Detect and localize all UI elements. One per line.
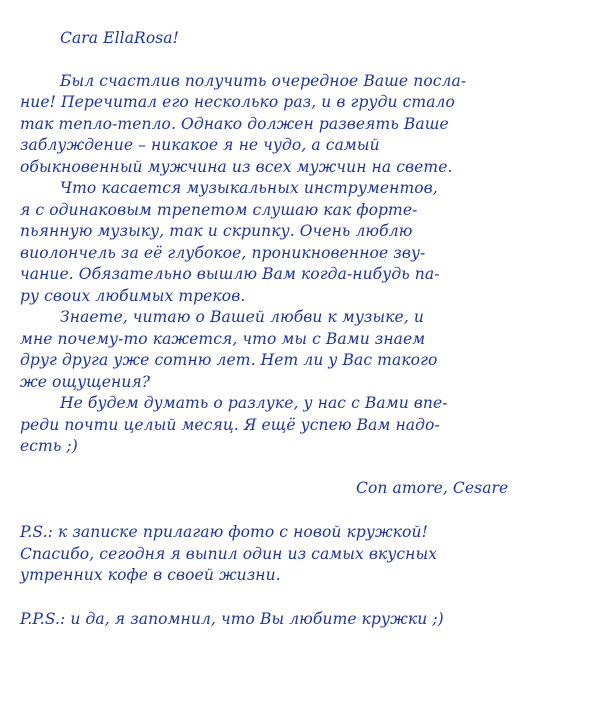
post-postscript: P.P.S.: и да, я запомнил, что Вы любите кружки ;): [20, 609, 444, 628]
body-line: виолончель за её глубокое, проникновенное зву-: [20, 243, 426, 262]
body-line: ние! Перечитал его несколько раз, и в груди стало: [20, 93, 455, 111]
greeting: Cara EllaRosa!: [60, 29, 179, 47]
postscript: [20, 522, 590, 587]
signature: Con amore, Cesare: [356, 478, 509, 497]
body-line: Знаете, читаю о Вашей любви к музыке, и: [60, 308, 424, 326]
body-line: реди почти целый месяц. Я ещё успею Вам надо-: [20, 415, 440, 434]
body-line: ру своих любимых треков.: [20, 286, 246, 305]
body-line: мне почему-то кажется, что мы с Вами знаем: [20, 329, 426, 348]
body-line: так тепло-тепло. Однако должен развеять Ваше: [20, 114, 449, 133]
body-line: пьянную музыку, так и скрипку. Очень люблю: [20, 222, 413, 240]
body-line: есть ;): [20, 437, 78, 455]
postscript-line: Спасибо, сегодня я выпил один из самых вкусных: [20, 544, 438, 563]
body-line: чание. Обязательно вышлю Вам когда-нибудь па-: [20, 265, 440, 283]
body-line: же ощущения?: [20, 372, 151, 391]
body-line: заблуждение – никакое я не чудо, а самый: [20, 136, 380, 154]
body-line: Не будем думать о разлуке, у нас с Вами впе-: [60, 394, 448, 412]
body-line: Что касается музыкальных инструментов,: [60, 179, 438, 197]
body-line: друг друга уже сотню лет. Нет ли у Вас такого: [20, 351, 438, 369]
postscript-line: P.S.: к записке прилагаю фото с новой кружкой!: [20, 523, 428, 541]
body-line: обыкновенный мужчина из всех мужчин на свете.: [20, 157, 453, 176]
body-line: Был счастлив получить очередное Ваше посла-: [60, 71, 467, 90]
letter-body: [20, 71, 590, 458]
body-line: я с одинаковым трепетом слушаю как форте-: [20, 200, 418, 219]
handwritten-letter: [20, 28, 590, 630]
postscript-line: утренних кофе в своей жизни.: [20, 566, 281, 584]
